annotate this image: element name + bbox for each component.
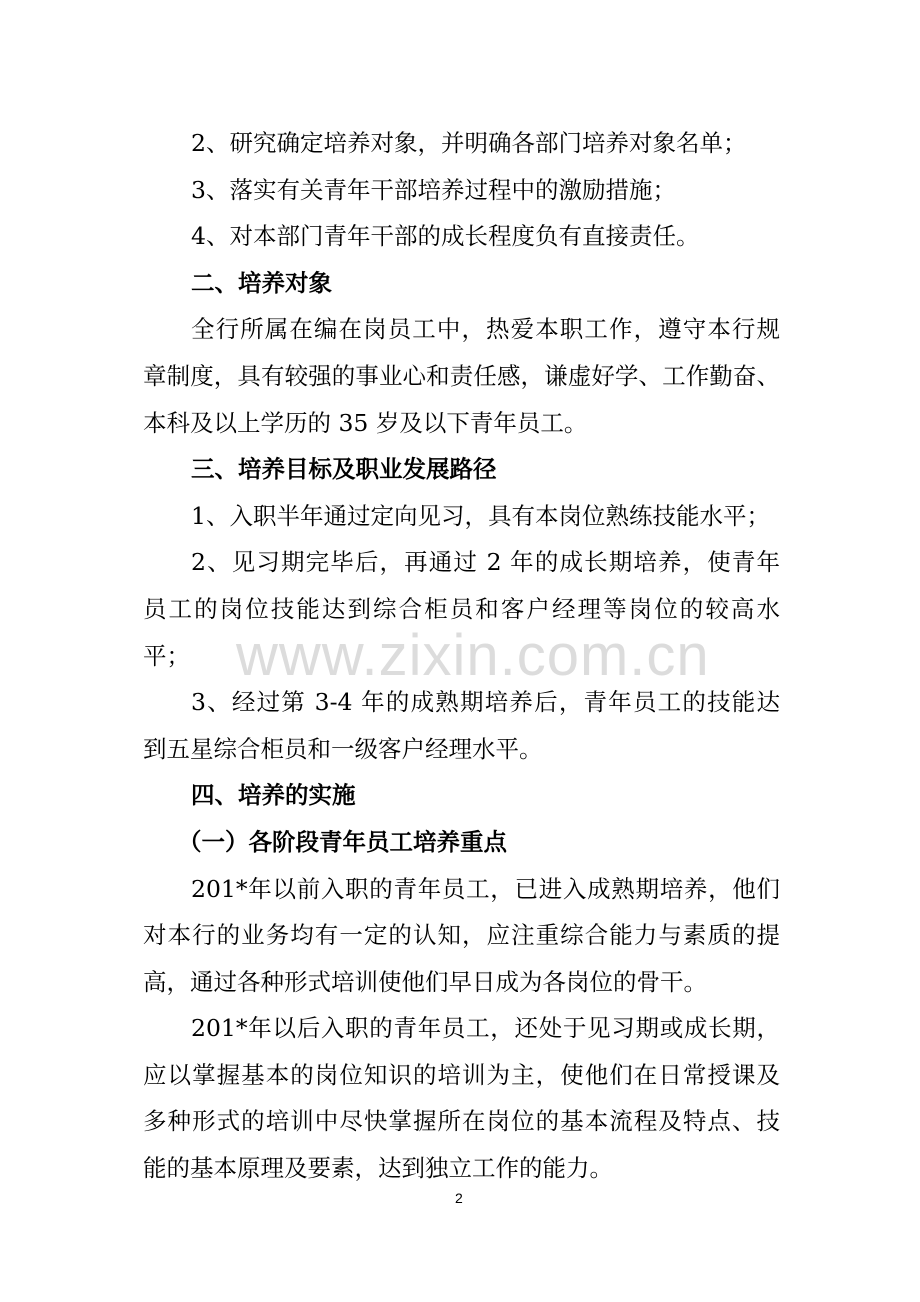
paragraph [143,167,780,214]
section-heading [143,819,780,866]
text-line: 二、培养对象 [191,268,332,297]
text-line: 三、培养目标及职业发展路径 [191,455,497,484]
text-line: 对本行的业务均有一定的认知，应注重综合能力与素质的提 [143,921,780,950]
paragraph [143,493,780,540]
paragraph [143,306,780,446]
text-line: 全行所属在编在岗员工中，热爱本职工作，遵守本行规 [191,315,780,344]
section-heading [143,260,780,307]
text-line: 2、研究确定培养对象，并明确各部门培养对象名单； [191,129,747,157]
paragraph [143,679,780,772]
paragraph [143,1005,780,1191]
text-line: 多种形式的培训中尽快掌握所在岗位的基本流程及特点、技 [143,1107,780,1136]
text-line: 能的基本原理及要素，达到独立工作的能力。 [143,1154,613,1183]
text-line: 201*年以前入职的青年员工，已进入成熟期培养，他们 [191,874,780,903]
text-line: 员工的岗位技能达到综合柜员和客户经理等岗位的较高水 [143,594,780,623]
text-line: 201*年以后入职的青年员工，还处于见习期或成长期， [191,1014,780,1043]
section-heading [143,446,780,493]
text-line: 2、见习期完毕后，再通过 2 年的成长期培养，使青年 [191,548,780,577]
paragraph [143,866,780,1006]
paragraph [143,120,780,167]
text-line: 高，通过各种形式培训使他们早日成为各岗位的骨干。 [143,967,707,996]
paragraph [143,213,780,260]
text-line: 4、对本部门青年干部的成长程度负有直接责任。 [191,222,700,251]
text-line: 平； [143,641,190,670]
text-line: 四、培养的实施 [191,781,356,810]
page-number: 2 [455,1190,463,1206]
watermark: www.zixin.com.cn [236,623,710,688]
text-line: 1、入职半年通过定向见习，具有本岗位熟练技能水平； [191,501,770,530]
text-line: （一）各阶段青年员工培养重点 [178,827,507,856]
section-heading [143,772,780,819]
text-line: 3、经过第 3-4 年的成熟期培养后，青年员工的技能达 [191,688,780,717]
text-line: 3、落实有关青年干部培养过程中的激励措施； [191,175,676,204]
text-line: 应以掌握基本的岗位知识的培训为主，使他们在日常授课及 [143,1060,780,1089]
text-line: 章制度，具有较强的事业心和责任感，谦虚好学、工作勤奋、 [143,361,780,390]
text-line: 到五星综合柜员和一级客户经理水平。 [143,734,543,763]
text-line: 本科及以上学历的 35 岁及以下青年员工。 [143,408,588,437]
